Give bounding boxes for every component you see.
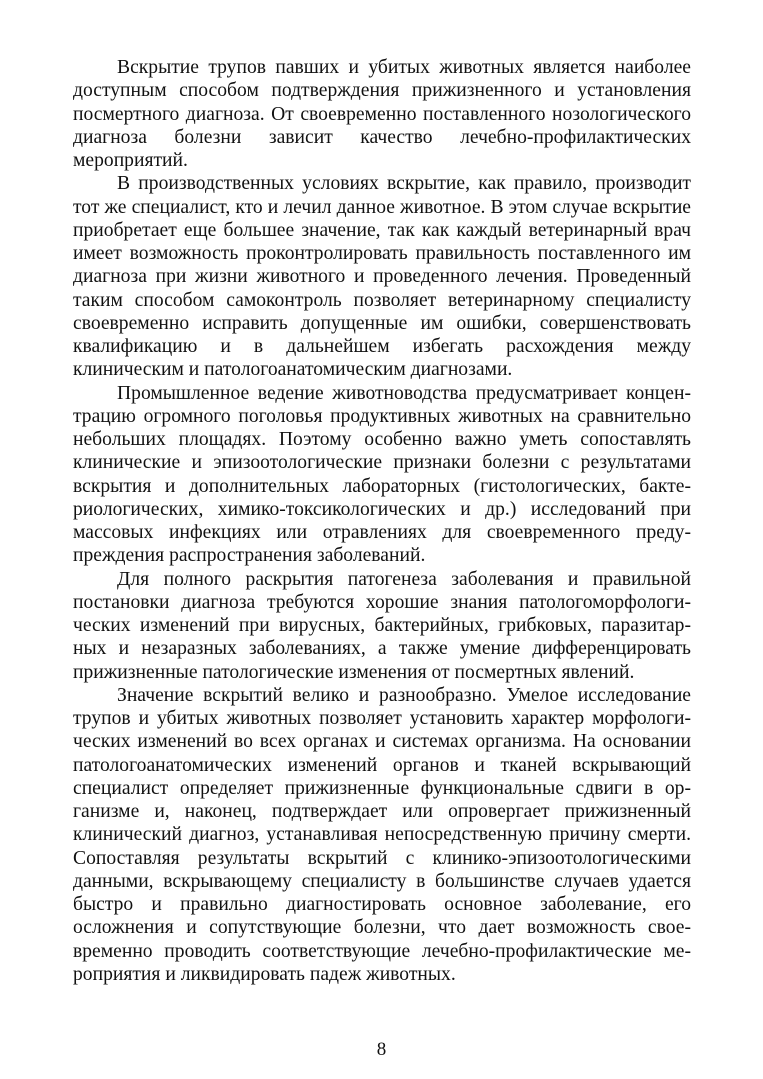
- page-number: 8: [376, 1039, 387, 1060]
- page-body: [73, 56, 691, 986]
- paragraph-5: Значение вскрытий велико и разнообразно. Умелое исследование трупов и убитых животных позволяет установить характер морфологических изменений во всех органах и системах организма. На основании патологоанатомических изменений органов и тканей вскрывающий специалист определяет прижизненные функциональные сдвиги в организме и, наконец, подтверждает или опровергает прижизненный клинический диагноз, устанавливая непосредственную причину смерти. Сопоставляя результаты вскрытий с клинико-эпизоотологическими данными, вскрывающему специалисту в большинстве случаев удается быстро и правильно диагностировать основное заболевание, его осложнения и сопутствующие болезни, что дает возможность своевременно проводить соответствующие лечебно-профилактические мероприятия и ликвидировать падеж животных.: [73, 684, 691, 985]
- paragraph-1: Вскрытие трупов павших и убитых животных является наиболее доступным способом подтверждения прижизненного и установления посмертного диагноза. От своевременно поставленного нозологического диагноза болезни зависит качество лечебно-профилактических мероприятий.: [73, 57, 691, 171]
- paragraph-4: Для полного раскрытия патогенеза заболевания и правильной постановки диагноза требуются хорошие знания патологоморфологических изменений при вирусных, бактерийных, грибковых, паразитарных и незаразных заболеваниях, а также умение дифференцировать прижизненные патологические изменения от посмертных явлений.: [73, 568, 691, 683]
- paragraph-2: В производственных условиях вскрытие, как правило, производит тот же специалист, кто и лечил данное животное. В этом случае вскрытие приобретает еще большее значение, так как каждый ветеринарный врач имеет возможность проконтролировать правильность поставленного им диагноза при жизни животного и проведенного лечения. Проведенный таким способом самоконтроль позволяет ветеринарному специалисту своевременно исправить допущенные им ошибки, совершенствовать квалификацию и в дальнейшем избегать расхождения между клиническим и патологоанатомическим диагнозами.: [73, 173, 691, 381]
- paragraph-3: Промышленное ведение животноводства предусматривает концентрацию огромного поголовья продуктивных животных на сравнительно небольших площадях. Поэтому особенно важно уметь сопоставлять клинические и эпизоотологические признаки болезни с результатами вскрытия и дополнительных лабораторных (гистологических, бактериологических, химико-токсикологических и др.) исследований при массовых инфекциях или отравлениях для своевременного предупреждения распространения заболеваний.: [73, 382, 691, 567]
